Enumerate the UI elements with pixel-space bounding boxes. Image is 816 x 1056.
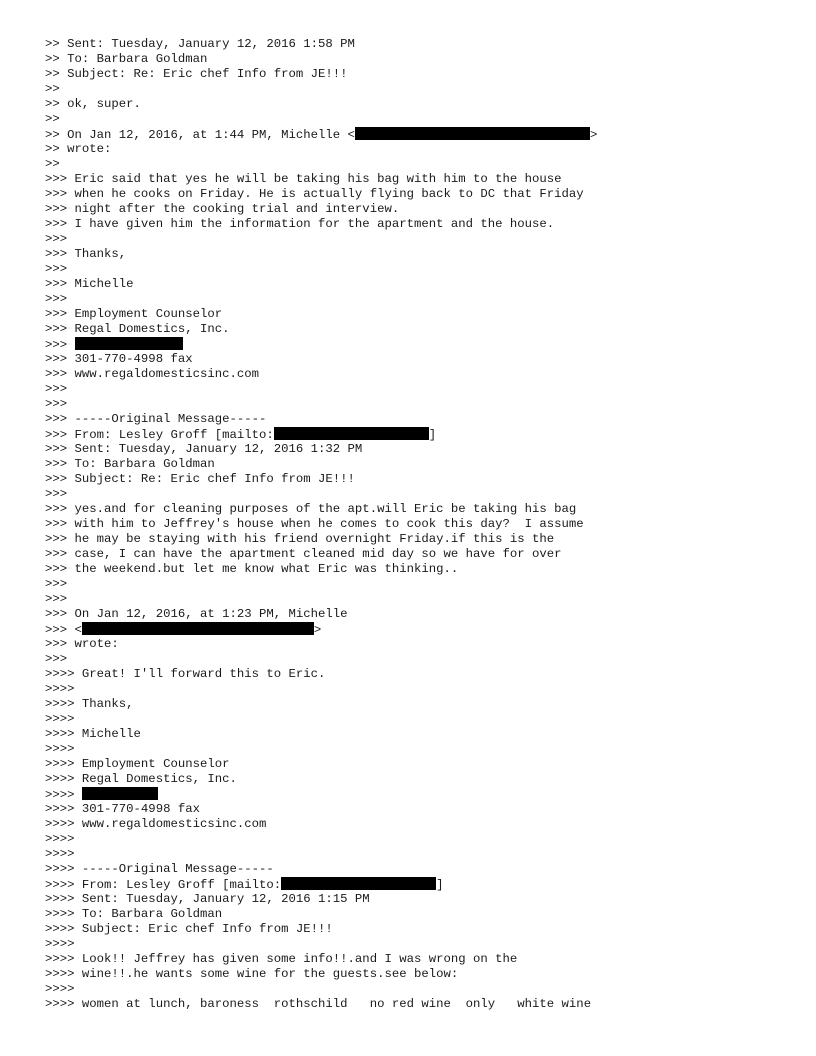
- text-line: >>>: [45, 487, 68, 501]
- text-line: >> wrote:: [45, 142, 112, 156]
- text-segment: >>>>: [45, 788, 82, 802]
- text-line: >>> yes.and for cleaning purposes of the apt.will Eric be taking his bag: [45, 502, 577, 516]
- text-line: [45, 877, 597, 892]
- text-segment: >>>> From: Lesley Groff [mailto:: [45, 878, 282, 892]
- text-segment: >: [313, 623, 322, 637]
- text-line: >>>: [45, 262, 68, 276]
- text-line: >>>: [45, 292, 68, 306]
- redaction-block: [82, 787, 158, 800]
- text-line: >>> Sent: Tuesday, January 12, 2016 1:32 PM: [45, 442, 363, 456]
- text-line: >>>> Sent: Tuesday, January 12, 2016 1:15 PM: [45, 892, 370, 906]
- text-line: [45, 337, 597, 352]
- text-line: >> ok, super.: [45, 97, 141, 111]
- redaction-block: [281, 877, 436, 890]
- text-segment: >>> <: [45, 623, 82, 637]
- text-line: >>>> Thanks,: [45, 697, 134, 711]
- text-segment: >> On Jan 12, 2016, at 1:44 PM, Michelle <: [45, 128, 355, 142]
- text-line: >>>> women at lunch, baroness rothschild no red wine only white wine: [45, 997, 592, 1011]
- text-line: >>>> Employment Counselor: [45, 757, 230, 771]
- text-line: >> Subject: Re: Eric chef Info from JE!!!: [45, 67, 348, 81]
- text-line: >>> www.regaldomesticsinc.com: [45, 367, 260, 381]
- text-line: >>>>: [45, 937, 75, 951]
- text-line: >>>>: [45, 682, 75, 696]
- text-line: >>> with him to Jeffrey's house when he comes to cook this day? I assume: [45, 517, 584, 531]
- text-line: >>>: [45, 397, 68, 411]
- text-line: >>> 301-770-4998 fax: [45, 352, 193, 366]
- text-line: [45, 622, 597, 637]
- text-line: >>> On Jan 12, 2016, at 1:23 PM, Michelle: [45, 607, 348, 621]
- text-line: >>> To: Barbara Goldman: [45, 457, 215, 471]
- text-line: >>> Thanks,: [45, 247, 127, 261]
- text-line: >>>> 301-770-4998 fax: [45, 802, 200, 816]
- text-line: >>>>: [45, 832, 75, 846]
- redaction-block: [274, 427, 429, 440]
- text-line: >>>: [45, 577, 68, 591]
- text-line: [45, 787, 597, 802]
- redaction-block: [82, 622, 314, 635]
- text-line: >>> Employment Counselor: [45, 307, 223, 321]
- text-line: >>>: [45, 592, 68, 606]
- text-line: >>> -----Original Message-----: [45, 412, 267, 426]
- text-line: >>> when he cooks on Friday. He is actually flying back to DC that Friday: [45, 187, 584, 201]
- text-line: >>>> www.regaldomesticsinc.com: [45, 817, 267, 831]
- text-line: [45, 127, 597, 142]
- text-line: >>>: [45, 232, 68, 246]
- text-line: >>>>: [45, 712, 75, 726]
- text-line: >>>>: [45, 742, 75, 756]
- text-line: >>> night after the cooking trial and interview.: [45, 202, 400, 216]
- text-line: >>> wrote:: [45, 637, 119, 651]
- redaction-block: [75, 337, 183, 350]
- text-line: >>: [45, 112, 60, 126]
- email-thread-text: [45, 37, 597, 1012]
- text-segment: >: [589, 128, 598, 142]
- text-line: >>>> Look!! Jeffrey has given some info!!.and I was wrong on the: [45, 952, 518, 966]
- text-line: >>: [45, 157, 60, 171]
- text-line: >>> case, I can have the apartment cleaned mid day so we have for over: [45, 547, 562, 561]
- text-line: >>> the weekend.but let me know what Eric was thinking..: [45, 562, 459, 576]
- text-line: >>>> To: Barbara Goldman: [45, 907, 223, 921]
- text-line: >>> Regal Domestics, Inc.: [45, 322, 230, 336]
- text-line: >>>> Great! I'll forward this to Eric.: [45, 667, 326, 681]
- text-line: >>> Michelle: [45, 277, 134, 291]
- text-line: >>>> Michelle: [45, 727, 141, 741]
- text-line: >>>> wine!!.he wants some wine for the guests.see below:: [45, 967, 459, 981]
- text-line: >>>> Regal Domestics, Inc.: [45, 772, 237, 786]
- text-segment: ]: [428, 428, 437, 442]
- text-line: >>: [45, 82, 60, 96]
- redaction-block: [355, 127, 590, 140]
- text-line: >>> I have given him the information for the apartment and the house.: [45, 217, 555, 231]
- text-line: >> To: Barbara Goldman: [45, 52, 208, 66]
- text-line: >>>: [45, 382, 68, 396]
- text-line: >>>> -----Original Message-----: [45, 862, 274, 876]
- text-segment: ]: [436, 878, 444, 892]
- text-segment: >>> From: Lesley Groff [mailto:: [45, 428, 274, 442]
- text-line: >> Sent: Tuesday, January 12, 2016 1:58 PM: [45, 37, 355, 51]
- text-line: >>>: [45, 652, 68, 666]
- text-segment: >>>: [45, 338, 75, 352]
- text-line: >>>>: [45, 982, 75, 996]
- text-line: >>>>: [45, 847, 75, 861]
- text-line: [45, 427, 597, 442]
- text-line: >>>> Subject: Eric chef Info from JE!!!: [45, 922, 333, 936]
- text-line: >>> he may be staying with his friend overnight Friday.if this is the: [45, 532, 555, 546]
- text-line: >>> Subject: Re: Eric chef Info from JE!!!: [45, 472, 355, 486]
- text-line: >>> Eric said that yes he will be taking his bag with him to the house: [45, 172, 562, 186]
